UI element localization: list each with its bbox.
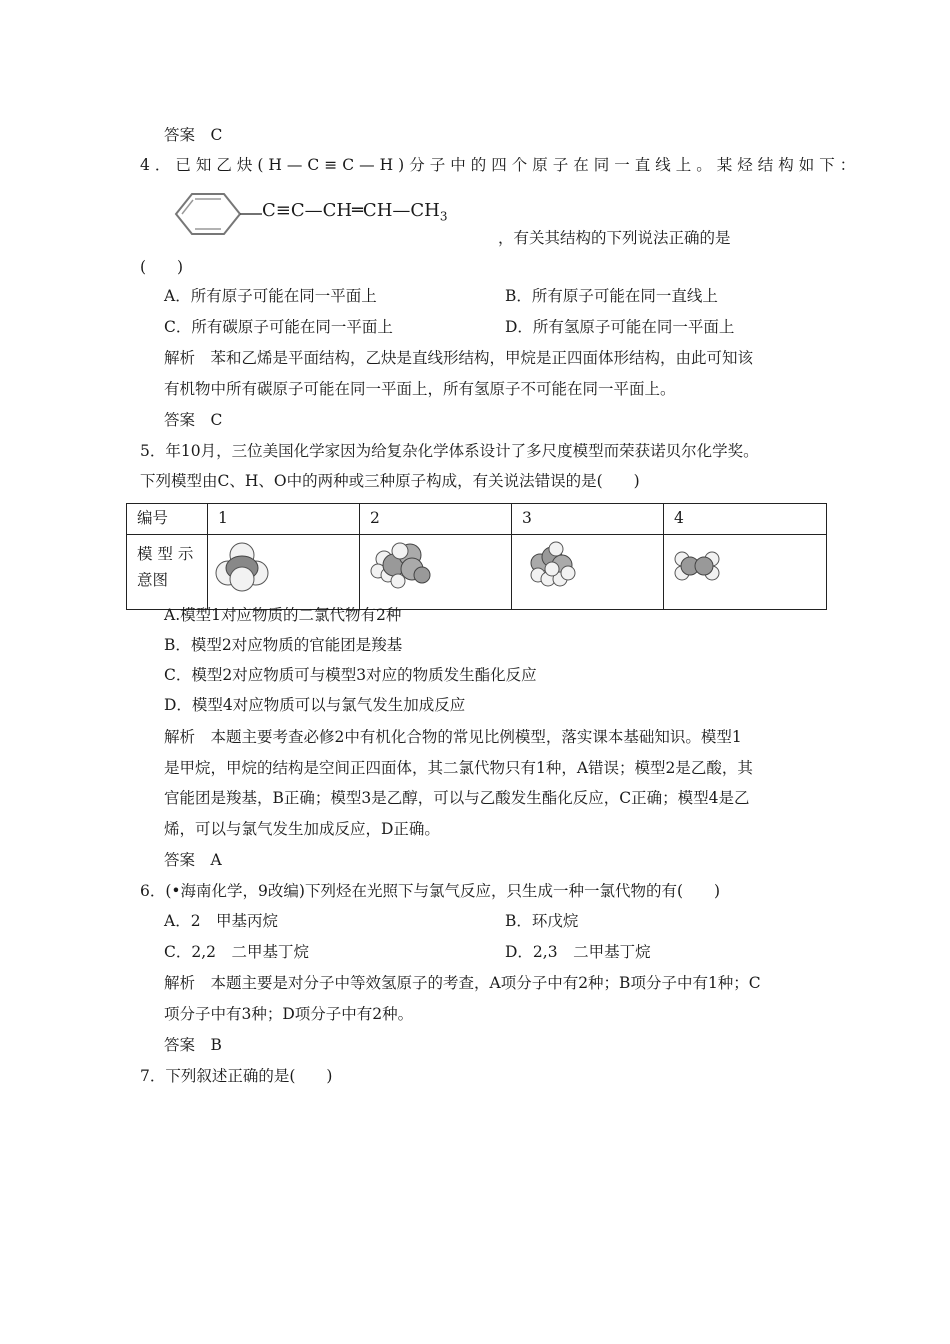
q5-option-a: A.模型1对应物质的二氯代物有2种 <box>164 606 402 624</box>
q6-option-d: D．2,3 二甲基丁烷 <box>505 943 651 961</box>
q5-analysis-line-2: 是甲烷，甲烷的结构是空间正四面体，其二氯代物只有1种，A错误；模型2是乙酸，其 <box>164 759 753 777</box>
q3-answer: 答案 C <box>164 126 223 144</box>
q5-option-c: C．模型2对应物质可与模型3对应的物质发生酯化反应 <box>164 666 537 684</box>
formula-main: C≡C—CH═CH—CH <box>262 200 440 221</box>
q4-paren: ( ) <box>140 258 184 276</box>
column-number-3: 3 <box>512 504 664 535</box>
column-number-1: 1 <box>208 504 360 535</box>
header-label: 编号 <box>127 504 208 535</box>
model-4-cell <box>664 535 827 610</box>
q5-analysis-line-3: 官能团是羧基，B正确；模型3是乙醇，可以与乙酸发生酯化反应，C正确；模型4是乙 <box>164 789 750 807</box>
row-label-line-1: 模 型 示 <box>137 545 194 563</box>
model-table-header-row <box>127 504 827 535</box>
model-2-cell <box>360 535 512 610</box>
q4-structure-formula <box>168 186 498 238</box>
q6-analysis-line-2: 项分子中有3种；D项分子中有2种。 <box>164 1005 414 1023</box>
column-number-2: 2 <box>360 504 512 535</box>
column-number-4: 4 <box>664 504 827 535</box>
model-3-cell <box>512 535 664 610</box>
q5-option-b: B．模型2对应物质的官能团是羧基 <box>164 636 403 654</box>
q4-analysis-line-2: 有机物中所有碳原子可能在同一平面上，所有氢原子不可能在同一平面上。 <box>164 380 676 398</box>
model-1-cell <box>208 535 360 610</box>
acetic-acid-model-icon <box>364 535 444 597</box>
row-label-line-2: 意图 <box>137 571 169 589</box>
q6-answer: 答案 B <box>164 1036 222 1054</box>
q5-analysis-line-4: 烯，可以与氯气发生加成反应，D正确。 <box>164 820 440 838</box>
model-table <box>126 503 827 610</box>
q6-stem: 6．(•海南化学，9改编)下列烃在光照下与氯气反应，只生成一种一氯代物的有( ) <box>140 882 721 900</box>
q7-stem: 7．下列叙述正确的是( ) <box>140 1067 333 1085</box>
q4-answer: 答案 C <box>164 411 223 429</box>
q4-option-b: B．所有原子可能在同一直线上 <box>505 287 718 305</box>
methane-model-icon <box>212 535 282 597</box>
q5-stem-line-1: 5．年10月，三位美国化学家因为给复杂化学体系设计了多尺度模型而荣获诺贝尔化学奖。 <box>140 442 759 460</box>
q6-option-c: C．2,2 二甲基丁烷 <box>164 943 310 961</box>
q5-answer: 答案 A <box>164 851 222 869</box>
q4-option-c: C．所有碳原子可能在同一平面上 <box>164 318 393 336</box>
q5-option-d: D．模型4对应物质可以与氯气发生加成反应 <box>164 696 466 714</box>
formula-subscript: 3 <box>439 209 448 224</box>
q4-stem: 4．已知乙炔(H—C≡C—H)分子中的四个原子在同一直线上。某烃结构如下： <box>140 156 861 174</box>
q5-analysis-line-1: 解析 本题主要考查必修2中有机化合物的常见比例模型，落实课本基础知识。模型1 <box>164 728 742 746</box>
ethylene-model-icon <box>668 535 748 597</box>
q6-analysis-line-1: 解析 本题主要是对分子中等效氢原子的考查，A项分子中有2种；B项分子中有1种；C <box>164 974 761 992</box>
q6-option-a: A．2 甲基丙烷 <box>164 912 279 930</box>
q4-stem-tail: ，有关其结构的下列说法正确的是 <box>498 229 731 247</box>
q4-formula-text <box>262 200 448 228</box>
q4-analysis-line-1: 解析 苯和乙烯是平面结构，乙炔是直线形结构，甲烷是正四面体形结构，由此可知该 <box>164 349 754 367</box>
model-table-image-row <box>127 535 827 610</box>
row-label <box>127 535 208 610</box>
q4-option-a: A．所有原子可能在同一平面上 <box>164 287 377 305</box>
q4-option-d: D．所有氢原子可能在同一平面上 <box>505 318 735 336</box>
q5-stem-line-2: 下列模型由C、H、O中的两种或三种原子构成，有关说法错误的是( ) <box>140 472 640 490</box>
q6-option-b: B．环戊烷 <box>505 912 579 930</box>
ethanol-model-icon <box>516 535 596 597</box>
